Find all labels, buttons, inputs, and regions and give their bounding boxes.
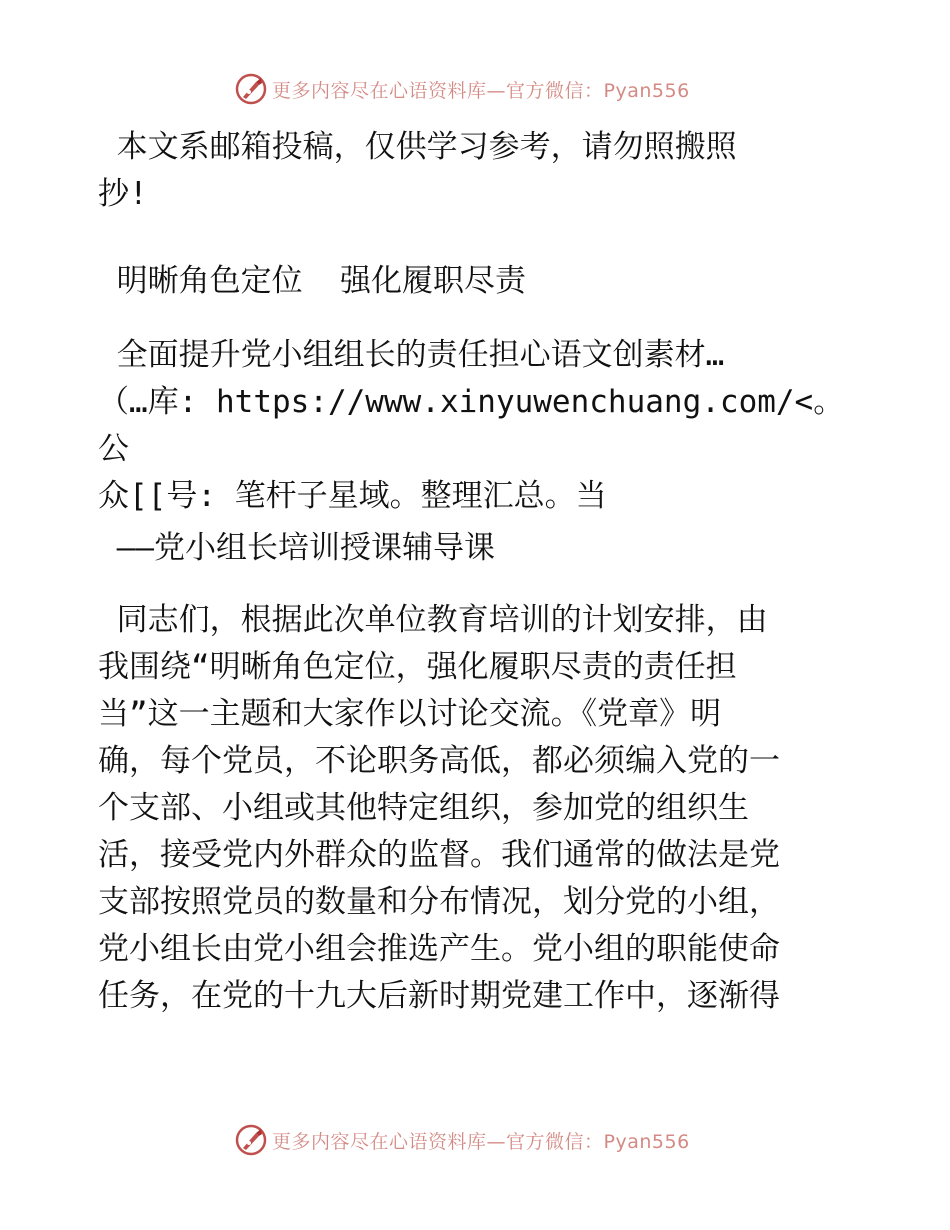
watermark-separator: — [486,1130,507,1153]
watermark-footer [234,1122,690,1158]
watermark-text [272,76,690,103]
watermark-main: 更多内容尽在心语资料库 [272,1130,487,1153]
document-subtitle: 全面提升党小组组长的责任担心语文创素材… （…库: https://www.xinyuwenchuang.com/<。公 众[[号: 笔杆子星域。整理汇总。当 [98,337,845,514]
watermark-header [234,71,690,107]
course-heading: ——党小组长培训授课辅导课 [98,530,495,566]
pen-logo-icon [234,72,268,106]
body-paragraph: 同志们，根据此次单位教育培训的计划安排，由 我围绕“明晰角色定位，强化履职尽责的责任担 当”这一主题和大家作以讨论交流。《党章》明 确，每个党员，不论职务高低，都必须编入党的一 个支部、小组或其他特定组织，参加党的组织生 活，接受党内外群众的监督。我们通常的做法是党 支部按照党员的数量和分布情况，划分党的小组， 党小组长由党小组会推选产生。党小组的职能使命 任务，在党的十九大后新时期党建工作中，逐渐得 [98,602,780,1014]
disclaimer-paragraph: 本文系邮箱投稿，仅供学习参考，请勿照搬照 抄! [98,129,737,212]
document-title: 明晰角色定位 强化履职尽责 [98,263,526,299]
watermark-separator: — [486,79,507,102]
watermark-tail: 官方微信：Pyan556 [506,1130,690,1153]
watermark-text [272,1127,690,1154]
watermark-tail: 官方微信：Pyan556 [506,79,690,102]
watermark-main: 更多内容尽在心语资料库 [272,79,487,102]
pen-logo-icon [234,1123,268,1157]
